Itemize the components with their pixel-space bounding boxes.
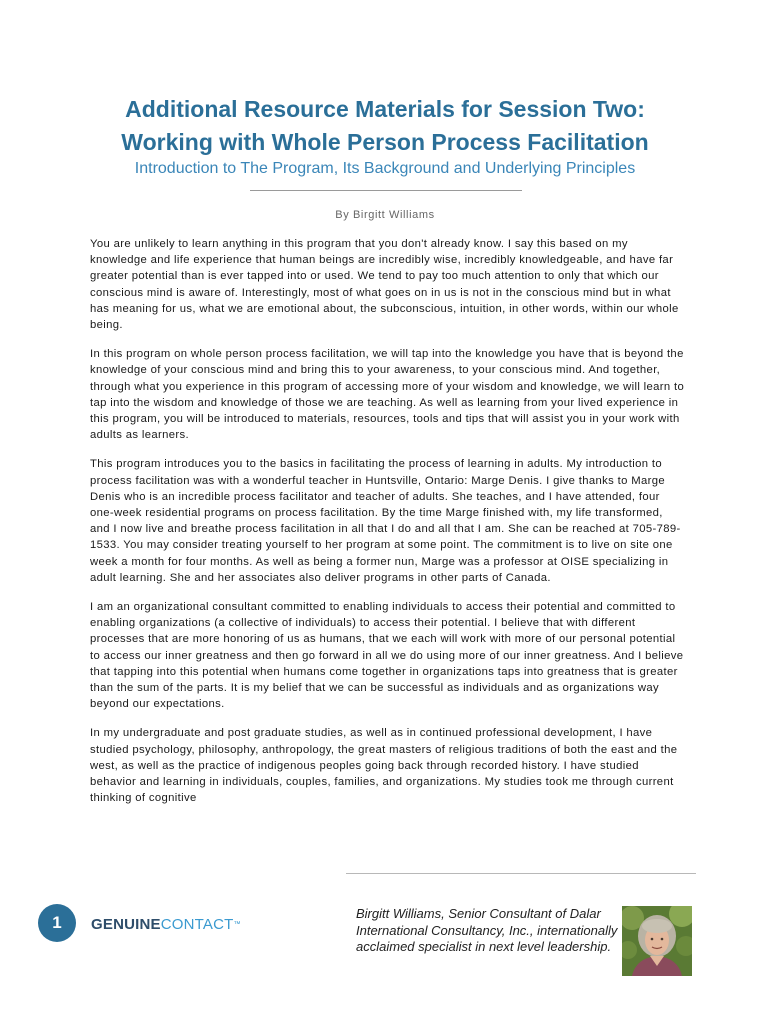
author-portrait-image [622, 906, 692, 976]
document-subtitle: Introduction to The Program, Its Background and Underlying Principles [134, 160, 636, 177]
title-divider [250, 190, 522, 191]
paragraph-3: This program introduces you to the basics in facilitating the process of learning in adults. My introduction to process facilitation was with a wonderful teacher in Huntsville, Ontario: Marge Denis. I give thanks to Marge Denis who is an incredible process facilitator and teacher of adults. She teaches, and I have attended, four one-week residential programs on process facilitation. By the time Marge finished with, my life transformed, and I now live and breathe process facilitation in all that I do and all that I am. She can be reached at 705-789-1533. You may consider treating yourself to her program at some point. The commitment is to live on site one week a month for four months. As well as being a former nun, Marge was a professor at OISE specializing in adult learning. She and her associates also deliver programs in other parts of Canada. [90, 458, 681, 584]
paragraph-4: I am an organizational consultant committed to enabling individuals to access their potential and committed to enabling organizations (a collective of individuals) to access their potential. I believe that with different processes that are more honoring of us as humans, that we each will work with more of our personal potential to access our inner greatness and then go forward in all we do using more of our inner greatness. And I believe that tapping into this potential when humans come together in organizations taps into greatness that is greater than the sum of the parts. It is my belief that we can be successful as individuals and as organizations way beyond our expectations. [90, 601, 684, 711]
page-number-badge: 1 [38, 904, 76, 942]
paragraph-5: In my undergraduate and post graduate studies, as well as in continued professional development, I have studied psychology, philosophy, anthropology, the great masters of religious traditions of both the east and the west, as well as the practice of indigenous peoples going back through recorded history. I have studied behavior and learning in individuals, couples, families, and organizations. My studies took me through current thinking of cognitive [90, 727, 678, 805]
author-photo [622, 906, 692, 976]
article-body [90, 236, 686, 820]
genuinecontact-logo [91, 916, 241, 934]
logo-text-bold: GENUINE [91, 916, 161, 933]
logo-trademark: ™ [233, 921, 241, 928]
document-title-line-2: Working with Whole Person Process Facilitation [121, 129, 649, 155]
paragraph-1: You are unlikely to learn anything in this program that you don't already know. I say this based on my knowledge and life experience that human beings are incredibly wise, incredibly knowledgeable, and have far greater potential than is ever tapped into or used. We tend to pay too much attention to only that which our conscious mind is aware of. Interestingly, most of what goes on in us is not in the conscious mind but in what has meaning for us, what we are emotional about, the subconscious, intuition, in other words, within our whole being. [90, 238, 679, 332]
logo-text-light: CONTACT [160, 916, 234, 933]
author-byline: By Birgitt Williams [335, 209, 435, 221]
author-caption: Birgitt Williams, Senior Consultant of Dalar International Consultancy, Inc., internationally acclaimed specialist in next level leadership. [356, 906, 618, 954]
document-title-line-1: Additional Resource Materials for Session Two: [125, 96, 645, 122]
paragraph-2: In this program on whole person process facilitation, we will tap into the knowledge you have that is beyond the knowledge of your conscious mind and bring this to your awareness, to your conscious mind. And together, through what you experience in this program of accessing more of your wisdom and knowledge, we will learn to tap into the wisdom and knowledge of those we are teaching. As well as learning from your lived experience in this program, you will be introduced to materials, resources, tools and tips that will assist you in your work with adults as learners. [90, 348, 685, 442]
footer-divider [346, 873, 696, 874]
